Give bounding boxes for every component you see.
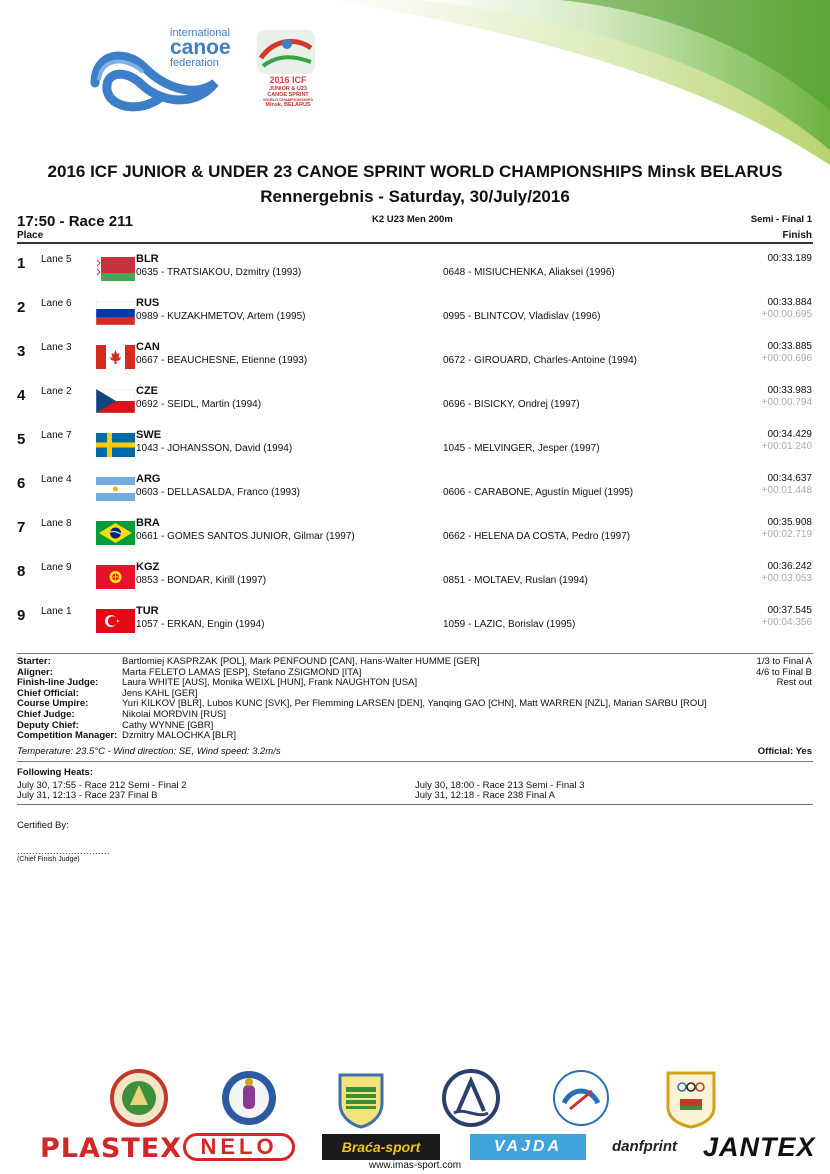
- official-names: Dzmitry MALOCHKA [BLR]: [122, 730, 237, 742]
- official-names: Marta FELETO LAMAS [ESP], Stefano ZSIGMOND [ITA]: [122, 666, 362, 678]
- certified-by-label: Certified By:: [17, 820, 69, 831]
- result-row: [0, 384, 830, 428]
- icf-logo-text: [170, 28, 231, 69]
- vajda-logo: VAJDA: [470, 1134, 586, 1160]
- time-behind: +00:01.448: [761, 485, 812, 496]
- place-number: 8: [17, 563, 26, 580]
- official-names: Bartlomiej KASPRZAK [POL], Mark PENFOUND [CAN], Hans-Walter HUMME [GER]: [122, 656, 480, 667]
- lane-number: Lane 9: [41, 562, 72, 573]
- club-emblem-icon: [110, 1067, 168, 1129]
- athlete-2: 0662 - HELENA DA COSTA, Pedro (1997): [443, 531, 631, 542]
- finish-time: 00:36.242: [767, 561, 812, 572]
- chief-finish-judge-label: (Chief Finish Judge): [17, 856, 80, 863]
- time-behind: +00:03.053: [761, 573, 812, 584]
- danfprint-logo: danfprint: [612, 1138, 677, 1155]
- qualification-rule: Rest out: [776, 677, 812, 689]
- following-heat: July 31, 12:18 - Race 238 Final A: [415, 790, 555, 801]
- event-name: K2 U23 Men 200m: [372, 214, 453, 225]
- champ-logo-line1: JUNIOR & U23: [269, 85, 307, 92]
- athlete-1: 0667 - BEAUCHESNE, Etienne (1993): [136, 355, 308, 366]
- official-row: [17, 731, 813, 742]
- header-divider: [17, 242, 813, 244]
- arg-flag-icon: [96, 477, 135, 501]
- finish-time: 00:33.189: [767, 253, 812, 264]
- following-heat: July 30, 18:00 - Race 213 Semi - Final 3: [415, 780, 585, 791]
- result-row: [0, 296, 830, 340]
- finish-time: 00:35.908: [767, 517, 812, 528]
- icf-logo-big: canoe: [170, 36, 231, 60]
- nation-code: CAN: [136, 341, 160, 353]
- following-heat: July 30, 17:55 - Race 212 Semi - Final 2: [17, 780, 187, 791]
- result-row: [0, 472, 830, 516]
- result-row: [0, 340, 830, 384]
- lane-number: Lane 3: [41, 342, 72, 353]
- place-number: 9: [17, 607, 26, 624]
- swe-flag-icon: [96, 433, 135, 457]
- bra-flag-icon: [96, 521, 135, 545]
- official-role: Course Umpire:: [17, 698, 89, 710]
- finish-time: 00:33.885: [767, 341, 812, 352]
- champ-logo-line2: CANOE SPRINT: [267, 91, 309, 98]
- official-role: Deputy Chief:: [17, 719, 79, 731]
- place-number: 6: [17, 475, 26, 492]
- official-role: Starter:: [17, 656, 51, 667]
- following-heats-label: Following Heats:: [17, 767, 93, 778]
- result-row: [0, 252, 830, 296]
- lane-number: Lane 5: [41, 254, 72, 265]
- website-url: www.imas-sport.com: [368, 1160, 462, 1171]
- place-number: 4: [17, 387, 26, 404]
- championship-logo-text: [258, 76, 318, 108]
- lane-number: Lane 7: [41, 430, 72, 441]
- official-row: [17, 657, 813, 668]
- athlete-1: 0661 - GOMES SANTOS JUNIOR, Gilmar (1997): [136, 531, 355, 542]
- time-behind: +00:02.719: [761, 529, 812, 540]
- icf-logo-small-top: international: [170, 27, 230, 39]
- place-header: Place: [17, 230, 44, 241]
- place-number: 5: [17, 431, 26, 448]
- time-behind: +00:04.356: [761, 617, 812, 628]
- blr-flag-icon: [96, 257, 135, 281]
- official-names: Yuri KILKOV [BLR], Lubos KUNC [SVK], Per Flemming LARSEN [DEN], Yanqing GAO [CHN], Matt WARREN [NZL], Marian SARBU [ROU]: [122, 698, 707, 710]
- rus-flag-icon: [96, 301, 135, 325]
- finish-time: 00:34.429: [767, 429, 812, 440]
- finish-header: Finish: [782, 230, 812, 241]
- place-number: 2: [17, 299, 26, 316]
- time-behind: +00:01.240: [761, 441, 812, 452]
- time-behind: +00:00.696: [761, 353, 812, 364]
- jantex-logo: JANTEX: [703, 1132, 816, 1162]
- athlete-1: 0989 - KUZAKHMETOV, Artem (1995): [136, 311, 306, 322]
- tur-flag-icon: [96, 609, 135, 633]
- club-emblem-icon: [220, 1067, 278, 1129]
- document-subtitle: Rennergebnis - Saturday, 30/July/2016: [260, 187, 570, 206]
- lane-number: Lane 8: [41, 518, 72, 529]
- officials-list: [17, 657, 813, 742]
- athlete-2: 0672 - GIROUARD, Charles-Antoine (1994): [443, 355, 637, 366]
- round-name: Semi - Final 1: [750, 214, 812, 225]
- rowing-club-emblem-icon: [442, 1067, 500, 1129]
- official-row: [17, 710, 813, 721]
- place-number: 3: [17, 343, 26, 360]
- icf-logo-small-bottom: federation: [170, 57, 219, 70]
- result-row: [0, 428, 830, 472]
- athlete-1: 0603 - DELLASALDA, Franco (1993): [136, 487, 300, 498]
- nation-code: BLR: [136, 253, 159, 265]
- athlete-2: 0851 - MOLTAEV, Ruslan (1994): [443, 575, 588, 586]
- official-role: Finish-line Judge:: [17, 677, 99, 689]
- nation-code: CZE: [136, 385, 158, 397]
- qualification-rule: 4/6 to Final B: [756, 666, 812, 678]
- athlete-2: 0995 - BLINTCOV, Vladislav (1996): [443, 311, 601, 322]
- athlete-2: 0696 - BISICKY, Ondrej (1997): [443, 399, 580, 410]
- champ-logo-line4: Minsk, BELARUS: [265, 102, 311, 109]
- race-time-label: 17:50 - Race 211: [17, 213, 133, 230]
- official-names: Cathy WYNNE [GBR]: [122, 719, 214, 731]
- athlete-1: 0635 - TRATSIAKOU, Dzmitry (1993): [136, 267, 302, 278]
- place-number: 1: [17, 255, 26, 272]
- document-title: 2016 ICF JUNIOR & UNDER 23 CANOE SPRINT WORLD CHAMPIONSHIPS Minsk BELARUS: [47, 162, 783, 181]
- federation-emblem-icon: [552, 1067, 610, 1129]
- coat-of-arms-icon: [332, 1067, 390, 1129]
- athlete-1: 1057 - ERKAN, Engin (1994): [136, 619, 265, 630]
- nelo-logo: NELO: [183, 1133, 295, 1161]
- time-behind: +00:00.794: [761, 397, 812, 408]
- official-role: Aligner:: [17, 666, 53, 678]
- champ-logo-line3: WORLD CHAMPIONSHIPS: [263, 96, 313, 102]
- athlete-2: 1059 - LAZIC, Borislav (1995): [443, 619, 576, 630]
- weather-divider: [17, 761, 813, 762]
- lane-number: Lane 6: [41, 298, 72, 309]
- lane-number: Lane 1: [41, 606, 72, 617]
- official-names: Nikolai MORDVIN [RUS]: [122, 708, 226, 720]
- athlete-2: 0606 - CARABONE, Agustín Miguel (1995): [443, 487, 634, 498]
- result-row: [0, 604, 830, 648]
- athlete-1: 0692 - SEIDL, Martin (1994): [136, 399, 262, 410]
- nation-code: ARG: [136, 473, 161, 485]
- finish-time: 00:37.545: [767, 605, 812, 616]
- place-number: 7: [17, 519, 26, 536]
- lane-number: Lane 4: [41, 474, 72, 485]
- braca-sport-logo: Braća-sport: [322, 1134, 440, 1160]
- official-names: Jens KAHL [GER]: [122, 687, 198, 699]
- nation-code: SWE: [136, 429, 162, 441]
- cze-flag-icon: [96, 389, 135, 413]
- signature-line: ...............................: [17, 846, 111, 856]
- official-role: Competition Manager:: [17, 730, 118, 742]
- weather-info: Temperature: 23.5°C - Wind direction: SE, Wind speed: 3.2m/s: [17, 746, 281, 757]
- qualification-rule: 1/3 to Final A: [756, 656, 812, 667]
- official-names: Laura WHITE [AUS], Monika WEIXL [HUN], Frank NAUGHTON [USA]: [122, 677, 418, 689]
- finish-time: 00:33.983: [767, 385, 812, 396]
- qualification-rules: [756, 657, 812, 689]
- lane-number: Lane 2: [41, 386, 72, 397]
- athlete-2: 0648 - MISIUCHENKA, Aliaksei (1996): [443, 267, 615, 278]
- following-heat: July 31, 12:13 - Race 237 Final B: [17, 790, 158, 801]
- olympic-committee-emblem-icon: [662, 1067, 720, 1129]
- plastex-logo: PLASTEX: [40, 1133, 183, 1164]
- heats-divider: [17, 804, 813, 805]
- athlete-2: 1045 - MELVINGER, Jesper (1997): [443, 443, 600, 454]
- athlete-1: 1043 - JOHANSSON, David (1994): [136, 443, 293, 454]
- nation-code: KGZ: [136, 561, 160, 573]
- finish-time: 00:33.884: [767, 297, 812, 308]
- nation-code: BRA: [136, 517, 160, 529]
- nation-code: TUR: [136, 605, 159, 617]
- official-status: Official: Yes: [757, 746, 812, 757]
- results-divider: [17, 653, 813, 654]
- finish-time: 00:34.637: [767, 473, 812, 484]
- result-row: [0, 516, 830, 560]
- result-row: [0, 560, 830, 604]
- champ-logo-year: 2016 ICF: [269, 75, 307, 85]
- official-role: Chief Judge:: [17, 708, 75, 720]
- kgz-flag-icon: [96, 565, 135, 589]
- nation-code: RUS: [136, 297, 160, 309]
- athlete-1: 0853 - BONDAR, Kirill (1997): [136, 575, 267, 586]
- time-behind: +00:00.695: [761, 309, 812, 320]
- official-role: Chief Official:: [17, 687, 79, 699]
- can-flag-icon: [96, 345, 135, 369]
